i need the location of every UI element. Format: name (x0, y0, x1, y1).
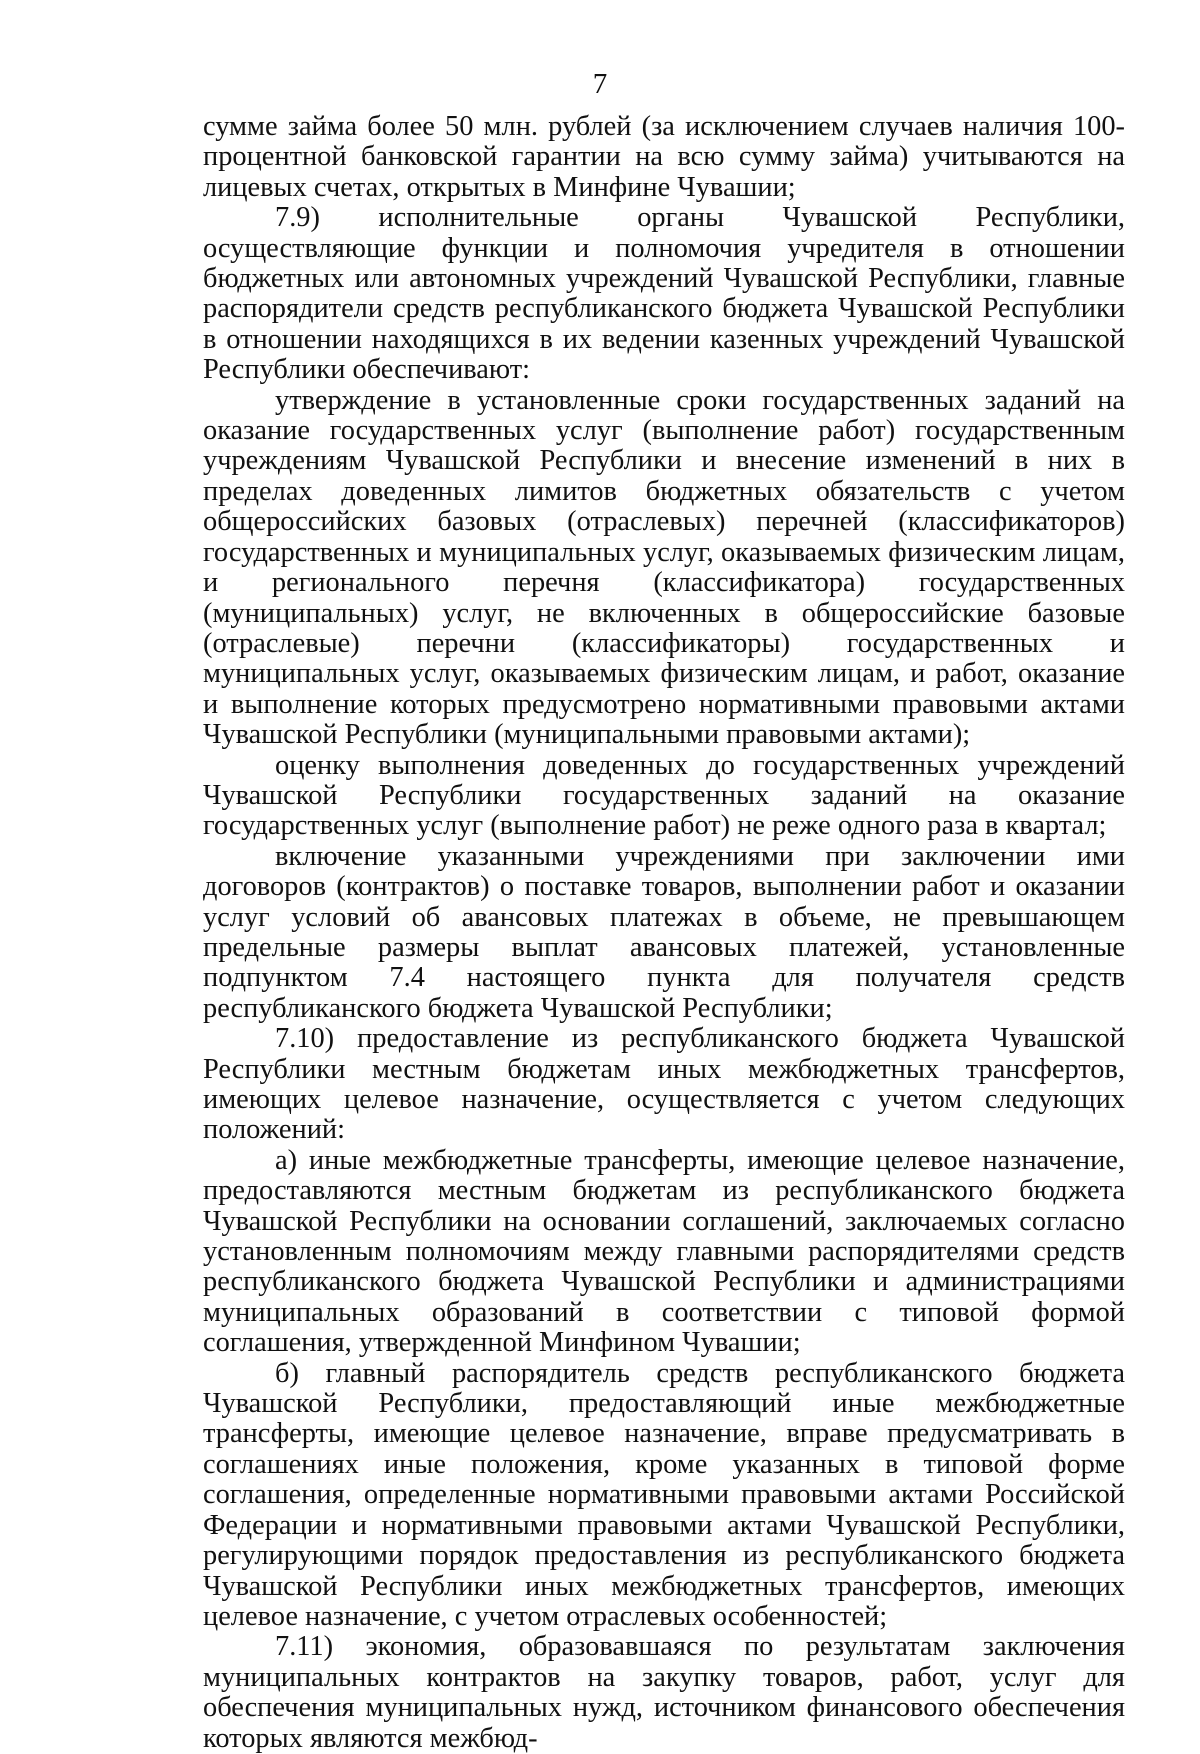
paragraph: оценку выполнения доведенных до государственных учреждений Чувашской Республики государственных заданий на оказание государственных услуг (выполнение работ) не реже одного раза в квартал; (203, 749, 1125, 842)
paragraph: 7.11) экономия, образовавшаяся по результатам заключения муниципальных контрактов на закупку товаров, работ, услуг для обеспечения муниципальных нужд, источником финансового обеспечения которых являются межбюд- (203, 1631, 1125, 1754)
document-body (203, 112, 1125, 1754)
paragraph: а) иные межбюджетные трансферты, имеющие целевое назначение, предоставляются местным бюджетам из республиканского бюджета Чувашской Республики на основании соглашений, заключаемых согласно установленным полномочиям между главными распорядителями средств республиканского бюджета Чувашской Республики и администрациями муниципальных образований в соответствии с типовой формой соглашения, утвержденной Минфином Чувашии; (203, 1144, 1125, 1359)
paragraph: утверждение в установленные сроки государственных заданий на оказание государственных услуг (выполнение работ) государственным учреждениям Чувашской Республики и внесение изменений в них в пределах доведенных лимитов бюджетных обязательств с учетом общероссийских базовых (отраслевых) перечней (классификаторов) государственных и муниципальных услуг, оказываемых физическим лицам, и регионального перечня (классификатора) государственных (муниципальных) услуг, не включенных в общероссийские базовые (отраслевые) перечни (классификаторы) государственных и муниципальных услуг, оказываемых физическим лицам, и работ, оказание и выполнение которых предусмотрено нормативными правовыми актами Чувашской Республики (муниципальными правовыми актами); (203, 384, 1125, 751)
paragraph: 7.9) исполнительные органы Чувашской Республики, осуществляющие функции и полномочия учредителя в отношении бюджетных или автономных учреждений Чувашской Республики, главные распорядители средств республиканского бюджета Чувашской Республики в отношении находящихся в их ведении казенных учреждений Чувашской Республики обеспечивают: (203, 202, 1125, 386)
paragraph: б) главный распорядитель средств республиканского бюджета Чувашской Республики, предоставляющий иные межбюджетные трансферты, имеющие целевое назначение, вправе предусматривать в соглашениях иные положения, кроме указанных в типовой форме соглашения, определенные нормативными правовыми актами Российской Федерации и нормативными правовыми актами Чувашской Республики, регулирующими порядок предоставления из республиканского бюджета Чувашской Республики иных межбюджетных трансфертов, имеющих целевое назначение, с учетом отраслевых особенностей; (203, 1357, 1125, 1632)
paragraph: сумме займа более 50 млн. рублей (за исключением случаев наличия 100-процентной банковской гарантии на всю сумму займа) учитываются на лицевых счетах, открытых в Минфине Чувашии; (203, 111, 1125, 203)
page-number: 7 (592, 68, 608, 100)
paragraph: включение указанными учреждениями при заключении ими договоров (контрактов) о поставке товаров, выполнении работ и оказании услуг условий об авансовых платежах в объеме, не превышающем предельные размеры выплат авансовых платежей, установленные подпунктом 7.4 настоящего пункта для получателя средств республиканского бюджета Чувашской Республики; (203, 840, 1125, 1024)
paragraph: 7.10) предоставление из республиканского бюджета Чувашской Республики местным бюджетам иных межбюджетных трансфертов, имеющих целевое назначение, осуществляется с учетом следующих положений: (203, 1023, 1125, 1146)
